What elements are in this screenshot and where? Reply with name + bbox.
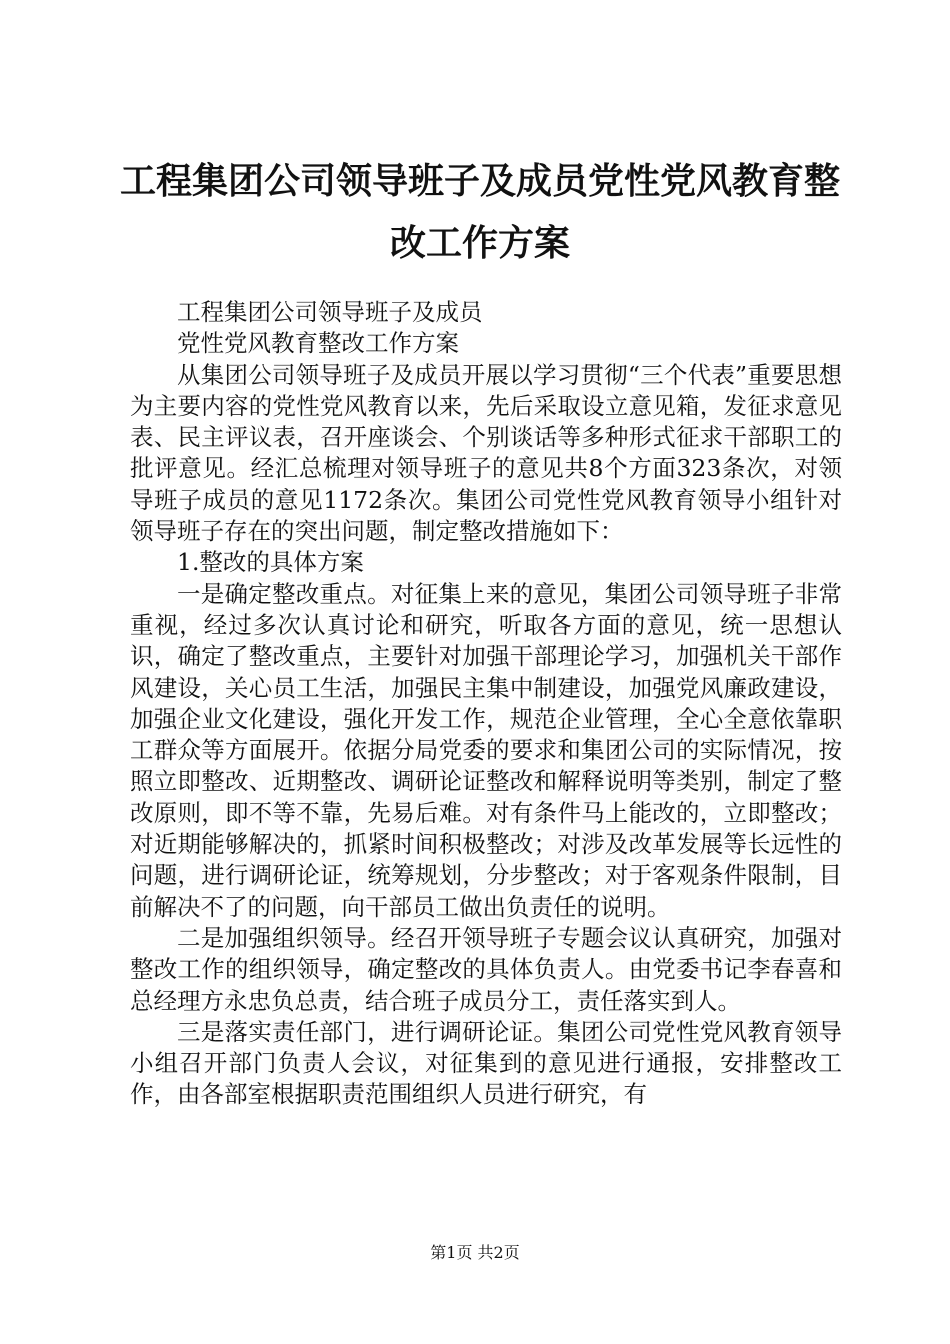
document-title: 工程集团公司领导班子及成员党性党风教育整改工作方案 bbox=[119, 160, 840, 264]
paragraph-intro: 从集团公司领导班子及成员开展以学习贯彻“三个代表”重要思想为主要内容的党性党风教育以来，先后采取设立意见箱，发征求意见表、民主评议表，召开座谈会、个别谈话等多种形式征求干部职工的批评意见。经汇总梳理对领导班子的意见共8个方面323条次，对领导班子成员的意见1172条次。集团公司党性党风教育领导小组针对领导班子存在的突出问题，制定整改措施如下： bbox=[130, 360, 842, 546]
paragraph-section-heading: 1.整改的具体方案 bbox=[177, 548, 364, 577]
paragraph-point-2: 二是加强组织领导。经召开领导班子专题会议认真研究，加强对整改工作的组织领导，确定整改的具体负责人。由党委书记李春喜和总经理方永忠负总责，结合班子成员分工，责任落实到人。 bbox=[130, 923, 842, 1015]
document-body bbox=[130, 297, 842, 1111]
page-footer: 第1页 共2页 bbox=[430, 1243, 520, 1262]
paragraph-point-3: 三是落实责任部门，进行调研论证。集团公司党性党风教育领导小组召开部门负责人会议，对征集到的意见进行通报，安排整改工作，由各部室根据职责范围组织人员进行研究，有 bbox=[130, 1017, 842, 1109]
paragraph-subtitle-2: 党性党风教育整改工作方案 bbox=[177, 329, 459, 358]
paragraph-point-1: 一是确定整改重点。对征集上来的意见，集团公司领导班子非常重视，经过多次认真讨论和研究，听取各方面的意见，统一思想认识，确定了整改重点，主要针对加强干部理论学习，加强机关干部作风建设，关心员工生活，加强民主集中制建设，加强党风廉政建设，加强企业文化建设，强化开发工作，规范企业管理，全心全意依靠职工群众等方面展开。依据分局党委的要求和集团公司的实际情况，按照立即整改、近期整改、调研论证整改和解释说明等类别，制定了整改原则，即不等不靠，先易后难。对有条件马上能改的，立即整改；对近期能够解决的，抓紧时间积极整改；对涉及改革发展等长远性的问题，进行调研论证，统筹规划，分步整改；对于客观条件限制，目前解决不了的问题，向干部员工做出负责任的说明。 bbox=[130, 579, 842, 921]
paragraph-subtitle-1: 工程集团公司领导班子及成员 bbox=[177, 298, 483, 326]
